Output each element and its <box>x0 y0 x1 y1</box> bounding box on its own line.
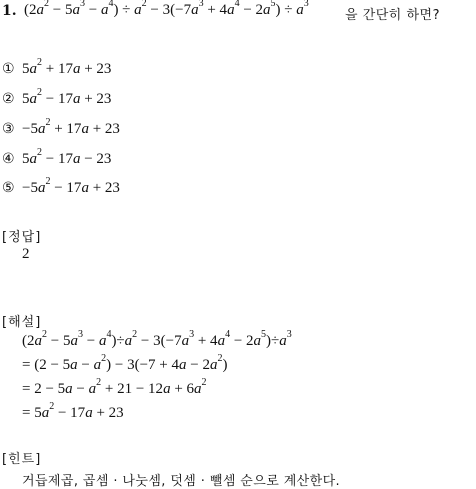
choice-mark: ① <box>2 61 15 77</box>
choice-expression: $-5a^2 + 17a + 23$ <box>22 116 120 137</box>
answer-value: 2 <box>22 246 30 262</box>
question-number: 1. <box>2 3 17 19</box>
solution-step-4: = $5a^2 - 17a + 23$ <box>22 401 124 421</box>
solution-label: [해설] <box>2 315 42 330</box>
choice-3[interactable] <box>2 116 120 139</box>
choice-expression: $5a^2 - 17a - 23$ <box>22 146 112 167</box>
question-tail: 을 간단히 하면? <box>345 8 441 23</box>
choice-expression: $5a^2 - 17a + 23$ <box>22 86 112 107</box>
answer-label: [정답] <box>2 230 42 245</box>
choice-mark: ③ <box>2 121 15 137</box>
hint-label: [힌트] <box>2 452 42 467</box>
solution-step-3: = $2 - 5a - a^2 + 21 - 12a + 6a^2$ <box>22 377 207 397</box>
choice-mark: ⑤ <box>2 180 15 196</box>
choice-mark: ④ <box>2 151 15 167</box>
choice-5[interactable] <box>2 175 120 198</box>
choice-expression: $5a^2 + 17a + 23$ <box>22 56 112 77</box>
solution-step-1: $(2a^2 - 5a^3 - a^4)\div a^2 - 3(-7a^3 + 4a^4 - 2a^5)\div a^3$ <box>22 329 292 349</box>
choice-4[interactable] <box>2 146 112 169</box>
choice-mark: ② <box>2 91 15 107</box>
solution-step-2: = $(2 - 5a - a^2) - 3(-7 + 4a - 2a^2)$ <box>22 353 228 373</box>
choice-2[interactable] <box>2 86 112 109</box>
question-expression: $(2a^2 - 5a^3 - a^4) \div a^2 - 3(-7a^3 + 4a^4 - 2a^5) \div a^3$ <box>24 0 309 18</box>
choice-1[interactable] <box>2 56 112 79</box>
hint-text: 거듭제곱, 곱셈 · 나눗셈, 덧셈 · 뺄셈 순으로 계산한다. <box>22 474 341 489</box>
choice-expression: $-5a^2 - 17a + 23$ <box>22 175 120 196</box>
